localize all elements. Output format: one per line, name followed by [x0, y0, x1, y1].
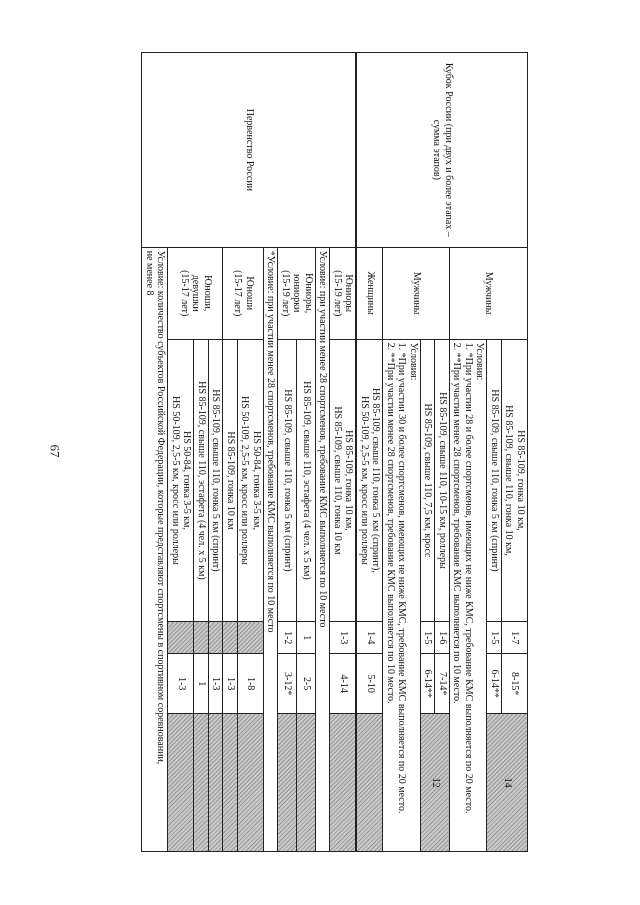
- group-women: Женщины: [357, 247, 384, 339]
- condition-text: Условия: 1. *При участии 30 и более спортсменов, имеющих не ниже КМС, требование КМС выполняется по 20 место. 2. **При участии менее 28 спортсменов, требование КМС выполняется по 10 место.: [383, 339, 421, 851]
- condition-text: Условие: количество субъектов Российской Федерации, которые представляют спортсмены в спортивном соревновании, не менее 8: [142, 247, 168, 851]
- table-row: [330, 53, 357, 852]
- extra-cell: [238, 714, 264, 852]
- competition-championship: Первенство России: [142, 53, 357, 248]
- table-row: [502, 53, 528, 852]
- extra-cell: [330, 714, 357, 852]
- condition-text: Условия: 1. *При участии 28 и более спортсменов, имеющих не ниже КМС, требование КМС выполняется по 20 место. 2. **При участии менее 28 спортсменов, требование КМС выполняется по 10 место.: [450, 339, 488, 851]
- places-cell: 1-3: [330, 622, 357, 654]
- places-cell-shaded: [209, 622, 224, 654]
- page-number: 67: [47, 444, 63, 458]
- places-cell: 1: [297, 622, 316, 654]
- discipline-cell: HS 50-84, гонка 3-5 км, HS 50-109, 2,5-5 км, кросс или роллеры: [238, 339, 264, 622]
- extra-cell: 14: [487, 714, 528, 852]
- extra-cell: [194, 714, 209, 852]
- discipline-cell: HS 85-109, гонка 10 км: [223, 339, 238, 622]
- qualification-table: [142, 52, 529, 852]
- discipline-cell: HS 85-109, гонка 10 км, HS 85-109, свыше 110, гонка 10 км,: [502, 339, 528, 622]
- places-cell: 1-4: [357, 622, 384, 654]
- kms-cell: 1-3: [168, 654, 194, 714]
- discipline-cell: HS 85-109, свыше 110, 7,5 км, кросс: [421, 339, 436, 622]
- discipline-cell: HS 85-109, свыше 110, гонка 5 км (спринт): [487, 339, 502, 622]
- condition-text: Условие: при участии менее 28 спортсменов, требование КМС выполняется по 10 место: [316, 247, 331, 851]
- extra-cell: 12: [421, 714, 450, 852]
- discipline-cell: HS 85-109, свыше 110, гонка 5 км (спринт): [209, 339, 224, 622]
- places-cell-shaded: [238, 622, 264, 654]
- extra-cell: [297, 714, 316, 852]
- group-juniors: Юниоры (15-19 лет): [330, 247, 357, 339]
- kms-cell: 1-8: [238, 654, 264, 714]
- extra-cell: [209, 714, 224, 852]
- kms-cell: 3-12*: [278, 654, 297, 714]
- places-cell-shaded: [168, 622, 194, 654]
- condition-text: *Условие: при участии менее 28 спортсменов, требование КМС выполняется по 10 место: [264, 247, 279, 851]
- kms-cell: 6-14**: [421, 654, 436, 714]
- group-youth: Юноши (15-17 лет): [223, 247, 264, 339]
- places-cell: 1-5: [487, 622, 502, 654]
- discipline-cell: HS 85-109, свыше 110, гонка 5 км (спринт): [278, 339, 297, 622]
- discipline-cell: HS 50-84, гонка 3-5 км, HS 50-109, 2,5-5 км, кросс или роллеры: [168, 339, 194, 622]
- places-cell: 1-6: [435, 622, 450, 654]
- extra-cell: [168, 714, 194, 852]
- kms-cell: 1-3: [209, 654, 224, 714]
- kms-cell: 4-14: [330, 654, 357, 714]
- discipline-cell: HS 85-109, гонка 10 км, HS 85-109, свыше 110, гонка 10 км: [330, 339, 357, 622]
- kms-cell: 1: [194, 654, 209, 714]
- discipline-cell: HS 85-109, свыше 110, гонка 5 км (спринт), HS 50-109, 2,5-5 км, кросс или роллеры: [357, 339, 384, 622]
- rotated-table-page: [0, 52, 640, 852]
- extra-cell: [278, 714, 297, 852]
- group-men: Мужчины: [450, 247, 528, 339]
- competition-cup: Кубок России (при двух и более этапах – сумма этапов): [357, 53, 528, 248]
- kms-cell: 2-5: [297, 654, 316, 714]
- places-cell-shaded: [194, 622, 209, 654]
- group-youth-mixed: Юноши, девушки (15-17 лет): [168, 247, 223, 339]
- extra-cell: [223, 714, 238, 852]
- group-men: Мужчины: [383, 247, 450, 339]
- kms-cell: 1-3: [223, 654, 238, 714]
- group-juniors-mixed: Юниоры, юниорки (15-19 лет): [278, 247, 316, 339]
- discipline-cell: HS 85-109, свыше 110, 10-15 км, роллеры: [435, 339, 450, 622]
- kms-cell: 8-15*: [502, 654, 528, 714]
- places-cell: 1-2: [278, 622, 297, 654]
- kms-cell: 5-10: [357, 654, 384, 714]
- kms-cell: 6-14**: [487, 654, 502, 714]
- places-cell: 1-5: [421, 622, 436, 654]
- discipline-cell: HS 85-109, свыше 110, эстафета (4 чел. х 5 км): [297, 339, 316, 622]
- places-cell-shaded: [223, 622, 238, 654]
- extra-cell: [357, 714, 384, 852]
- discipline-cell: HS 85-109, свыше 110, эстафета (4 чел. х 5 км): [194, 339, 209, 622]
- kms-cell: 7-14*: [435, 654, 450, 714]
- places-cell: 1-7: [502, 622, 528, 654]
